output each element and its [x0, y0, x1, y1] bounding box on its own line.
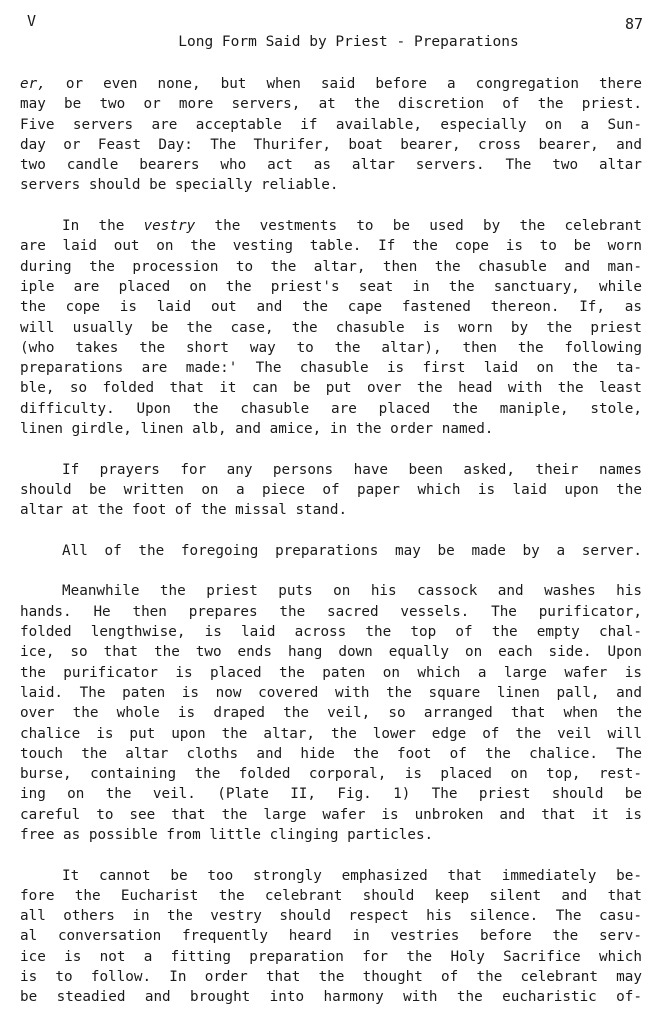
text-line: hands. He then prepares the sacred vessels. The purificator, [20, 603, 642, 620]
text-line: ing on the veil. (Plate II, Fig. 1) The priest should be [20, 786, 642, 803]
text-line: during the procession to the altar, then the chasuble and man- [20, 258, 642, 275]
text-line: all others in the vestry should respect his silence. The casu- [20, 908, 642, 925]
text-line: folded lengthwise, is laid across the top of the empty chal- [20, 624, 642, 641]
text-line: will usually be the case, the chasuble is worn by the priest [20, 319, 642, 336]
text-line: burse, containing the folded corporal, is placed on top, rest- [20, 766, 642, 783]
text-line: ice is not a fitting preparation for the Holy Sacrifice which [20, 948, 642, 965]
text-line: over the whole is draped the veil, so arranged that when the [20, 705, 642, 722]
text-line: Five servers are acceptable if available, especially on a Sun- [20, 116, 642, 133]
text-line: al conversation frequently heard in vestries before the serv- [20, 928, 642, 945]
text-line: ice, so that the two ends hang down equally on each side. Upon [20, 644, 642, 661]
text-line: is to follow. In order that the thought of the celebrant may [20, 969, 642, 986]
text-line: difficulty. Upon the chasuble are placed the maniple, stole, [20, 400, 642, 417]
paragraph [20, 74, 642, 196]
text-line: touch the altar cloths and hide the foot of the chalice. The [20, 745, 642, 762]
paragraph [20, 866, 642, 1008]
text-line: altar at the foot of the missal stand. [20, 502, 348, 519]
running-head: Long Form Said by Priest - Preparations [178, 34, 519, 50]
page-number: 87 [624, 15, 643, 33]
text-line: iple are placed on the priest's seat in the sanctuary, while [20, 278, 642, 295]
text-line: servers should be specially reliable. [20, 177, 339, 194]
text-line: free as possible from little clinging particles. [20, 826, 434, 843]
body-text [20, 74, 642, 1008]
text-line: If prayers for any persons have been asked, their names [62, 461, 642, 478]
text-line: (who takes the short way to the altar), then the following [20, 339, 642, 356]
text-line: Meanwhile the priest puts on his cassock and washes his [62, 583, 642, 600]
paragraph [20, 460, 642, 521]
paragraph [20, 541, 642, 561]
text-line: two candle bearers who act as altar servers. The two altar [20, 157, 642, 174]
paragraph [20, 216, 642, 439]
text-line: may be two or more servers, at the discretion of the priest. [20, 96, 642, 113]
text-line: the cope is laid out and the cape fastened thereon. If, as [20, 299, 642, 316]
text-line: be steadied and brought into harmony with the eucharistic of- [20, 989, 642, 1006]
text-line: fore the Eucharist the celebrant should keep silent and that [20, 887, 642, 904]
text-line: preparations are made:' The chasuble is first laid on the ta- [20, 360, 642, 377]
text-line: day or Feast Day: The Thurifer, boat bearer, cross bearer, and [20, 136, 642, 153]
text-line: should be written on a piece of paper which is laid upon the [20, 481, 642, 498]
text-line: chalice is put upon the altar, the lower edge of the veil will [20, 725, 642, 742]
text-line: careful to see that the large wafer is unbroken and that it is [20, 806, 642, 823]
paragraph [20, 581, 642, 845]
text-line: In the vestry the vestments to be used by the celebrant [62, 218, 642, 235]
text-line: the purificator is placed the paten on which a large wafer is [20, 664, 642, 681]
text-line: It cannot be too strongly emphasized that immediately be- [62, 867, 642, 884]
text-line: All of the foregoing preparations may be made by a server. [62, 542, 642, 559]
chapter-number: V [27, 12, 37, 30]
text-line: laid. The paten is now covered with the square linen pall, and [20, 684, 642, 701]
text-line: ble, so folded that it can be put over the head with the least [20, 380, 642, 397]
text-line: are laid out on the vesting table. If the cope is to be worn [20, 238, 642, 255]
text-line: er, or even none, but when said before a congregation there [20, 76, 642, 92]
text-line: linen girdle, linen alb, and amice, in the order named. [20, 421, 494, 438]
